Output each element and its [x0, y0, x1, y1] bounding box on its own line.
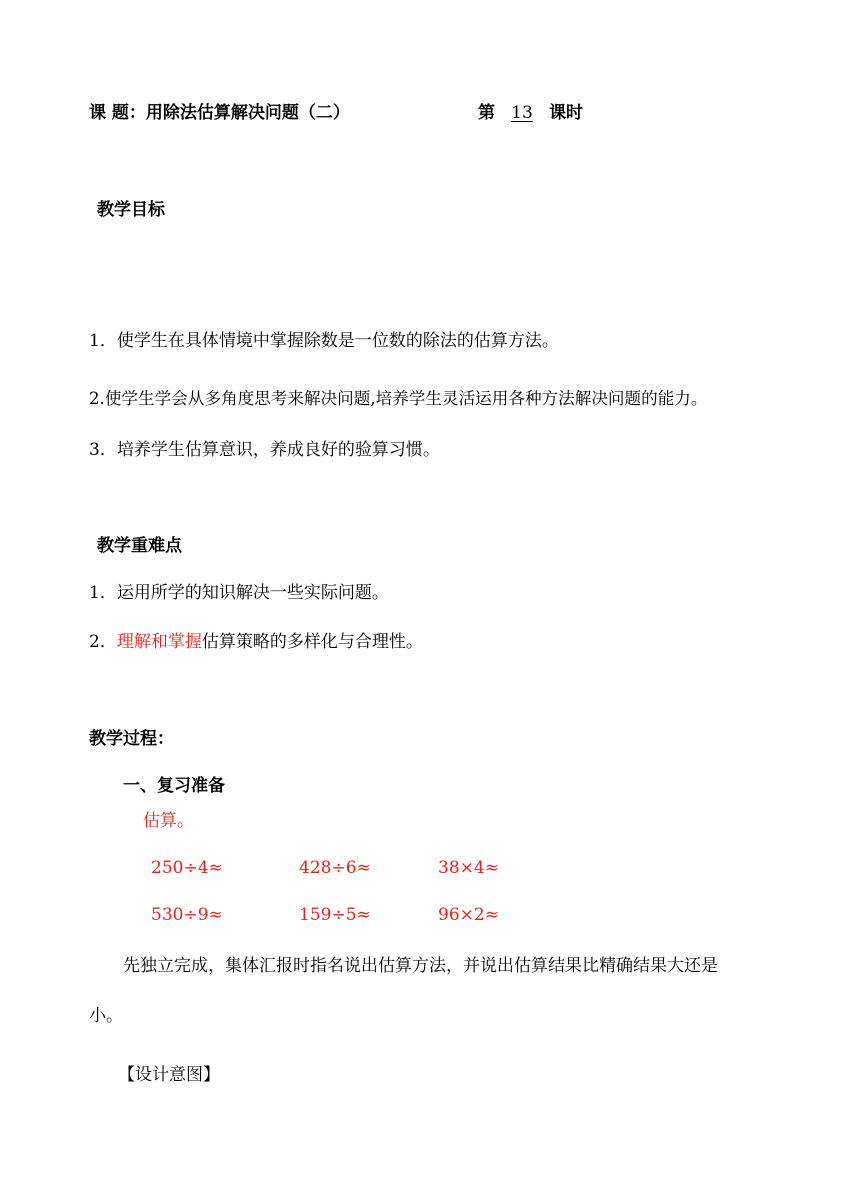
- key-points-heading: 教学重难点: [97, 536, 182, 556]
- period-line: [478, 102, 583, 124]
- period-number: 13: [511, 103, 533, 123]
- process-heading: 教学过程：: [89, 729, 174, 749]
- objectives-heading: 教学目标: [97, 200, 165, 220]
- instruction-line-1: 先独立完成，集体汇报时指名说出估算方法，并说出估算结果比精确结果大还是: [123, 956, 718, 976]
- problem-1: 250÷4≈: [151, 858, 223, 878]
- period-suffix: 课时: [549, 103, 583, 123]
- estimate-label: 估算。: [143, 811, 194, 831]
- problem-3: 38×4≈: [438, 858, 499, 878]
- lesson-title: 用除法估算解决问题（二）: [145, 103, 350, 123]
- problem-5: 159÷5≈: [299, 905, 371, 925]
- key-point-item-2-rest: 估算策略的多样化与合理性。: [201, 632, 423, 652]
- objective-item-2: 2.使学生学会从多角度思考来解决问题,培养学生灵活运用各种方法解决问题的能力。: [89, 389, 708, 408]
- key-point-highlight: 理解和掌握: [116, 632, 202, 652]
- problem-6: 96×2≈: [438, 905, 499, 925]
- key-point-item-2: [89, 631, 423, 653]
- period-prefix: 第: [478, 103, 495, 123]
- section-review-title: 一、复习准备: [123, 776, 225, 796]
- design-intent-heading: 【设计意图】: [118, 1065, 220, 1085]
- lesson-title-line: [89, 102, 350, 124]
- key-point-item-2-prefix: 2．: [89, 632, 117, 652]
- problem-2: 428÷6≈: [299, 858, 371, 878]
- objective-item-1: 1．使学生在具体情境中掌握除数是一位数的除法的估算方法。: [89, 331, 559, 351]
- key-point-item-1: 1．运用所学的知识解决一些实际问题。: [89, 583, 389, 603]
- objective-item-3: 3．培养学生估算意识，养成良好的验算习惯。: [89, 440, 440, 460]
- lesson-label: 课 题：: [89, 103, 146, 123]
- problem-4: 530÷9≈: [151, 905, 223, 925]
- instruction-line-2: 小。: [89, 1006, 123, 1026]
